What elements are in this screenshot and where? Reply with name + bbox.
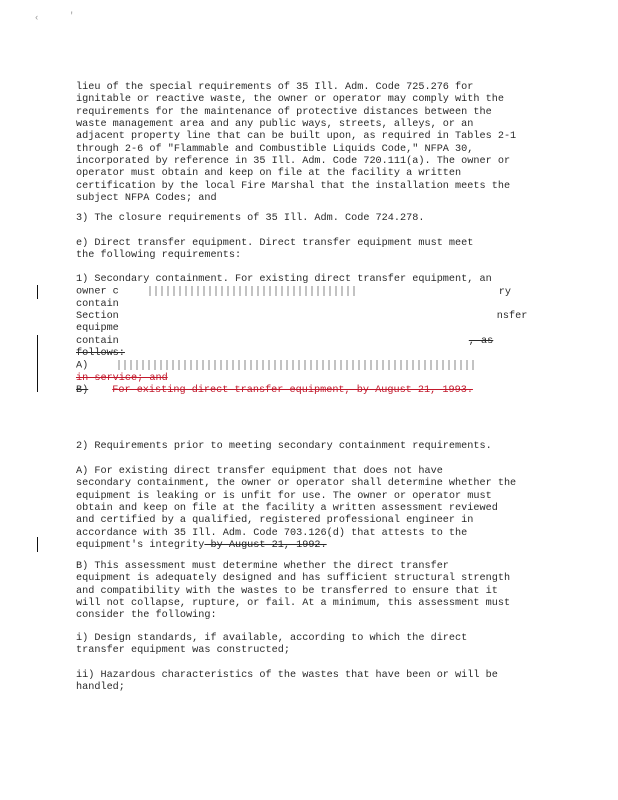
text-line: A) For existing direct transfer equipment that does not have xyxy=(76,466,443,477)
text-fragment: ry xyxy=(498,287,512,299)
text-line xyxy=(76,540,546,552)
text-line: handled; xyxy=(76,682,125,694)
text-line: will not collapse, rupture, or fail. At a minimum, this assessment must xyxy=(76,598,511,610)
text-line: B) This assessment must determine whether the direct transfer xyxy=(76,561,449,572)
text-line xyxy=(76,385,546,397)
item-2-paragraph xyxy=(76,441,546,453)
text-line: obtain and keep on file at the facility a written assessment reviewed xyxy=(76,503,498,515)
text-fragment: A) xyxy=(76,361,89,373)
text-line: secondary containment, the owner or operator shall determine whether the xyxy=(76,478,517,490)
struck-fragment: B) xyxy=(76,385,89,397)
text-line: operator must obtain and keep on file at the facility a written xyxy=(76,168,462,180)
text-line: accordance with 35 Ill. Adm. Code 703.126(d) that attests to the xyxy=(76,527,468,539)
item-3-paragraph xyxy=(76,213,546,225)
text-fragment: owner c xyxy=(76,287,119,299)
text-line: lieu of the special requirements of 35 Ill. Adm. Code 725.276 for xyxy=(76,82,474,93)
subsection-e-paragraph xyxy=(76,238,546,263)
text-fragment: nsfer xyxy=(496,311,528,323)
text-line: adjacent property line that can be built upon, as required in Tables 2-1 xyxy=(76,131,517,143)
text-line: requirements for the maintenance of protective distances between the xyxy=(76,106,492,118)
change-bar xyxy=(37,537,38,552)
text-line: ii) Hazardous characteristics of the wastes that have been or will be xyxy=(76,670,498,681)
struck-fragment: , as xyxy=(468,335,494,347)
text-line: waste management area and any public ways, streets, alleys, or an xyxy=(76,119,474,131)
item-ii-paragraph xyxy=(76,670,546,695)
struck-text-line: follows: xyxy=(76,348,125,360)
subsection-A-paragraph xyxy=(76,466,546,552)
change-bar xyxy=(37,335,38,392)
text-fragment: Section xyxy=(76,311,119,323)
text-line: through 2-6 of "Flammable and Combustible Liquids Code," NFPA 30, xyxy=(76,143,474,155)
text-line: 1) Secondary containment. For existing direct transfer equipment, an xyxy=(76,274,492,285)
struck-fragment: For existing direct transfer equipment, by August 21, 1993. xyxy=(112,385,473,397)
text-line: consider the following: xyxy=(76,610,217,622)
corner-mark: ' xyxy=(69,11,75,21)
change-bar xyxy=(37,285,38,299)
text-fragment: contain xyxy=(76,335,119,347)
text-line xyxy=(76,336,546,348)
text-line xyxy=(76,286,546,298)
text-line: equipme xyxy=(76,323,119,335)
text-fragment: equipment's integrity xyxy=(76,540,205,552)
text-line: subject NFPA Codes; and xyxy=(76,193,217,205)
text-line: certification by the local Fire Marshal that the installation meets the xyxy=(76,180,511,192)
corner-mark: ‹ xyxy=(34,13,40,23)
text-line: transfer equipment was constructed; xyxy=(76,645,290,657)
text-line: the following requirements: xyxy=(76,250,242,262)
intro-paragraph xyxy=(76,82,546,205)
text-line: equipment is adequately designed and has sufficient structural strength xyxy=(76,573,511,585)
text-line: 2) Requirements prior to meeting secondary containment requirements. xyxy=(76,441,492,452)
text-line: incorporated by reference in 35 Ill. Adm. Code 720.111(a). The owner or xyxy=(76,156,511,168)
obscured-text xyxy=(149,286,359,296)
text-line: e) Direct transfer equipment. Direct transfer equipment must meet xyxy=(76,238,474,249)
text-line: ignitable or reactive waste, the owner or operator may comply with the xyxy=(76,94,504,106)
item-i-paragraph xyxy=(76,633,546,658)
struck-text-line: in service; and xyxy=(76,372,168,384)
struck-fragment: by August 21, 1992. xyxy=(204,540,327,552)
text-line xyxy=(76,360,546,372)
subsection-B-paragraph xyxy=(76,561,546,623)
item-1-paragraph xyxy=(76,274,546,397)
text-line: 3) The closure requirements of 35 Ill. Adm. Code 724.278. xyxy=(76,213,425,224)
text-line: contain xyxy=(76,298,119,310)
text-line: and compatibility with the wastes to be transferred to ensure that it xyxy=(76,585,498,597)
text-line: i) Design standards, if available, according to which the direct xyxy=(76,633,468,644)
obscured-text xyxy=(118,360,478,370)
text-line: equipment is leaking or is unfit for use. The owner or operator must xyxy=(76,490,492,502)
text-line: and certified by a qualified, registered professional engineer in xyxy=(76,515,474,527)
text-line xyxy=(76,311,546,323)
